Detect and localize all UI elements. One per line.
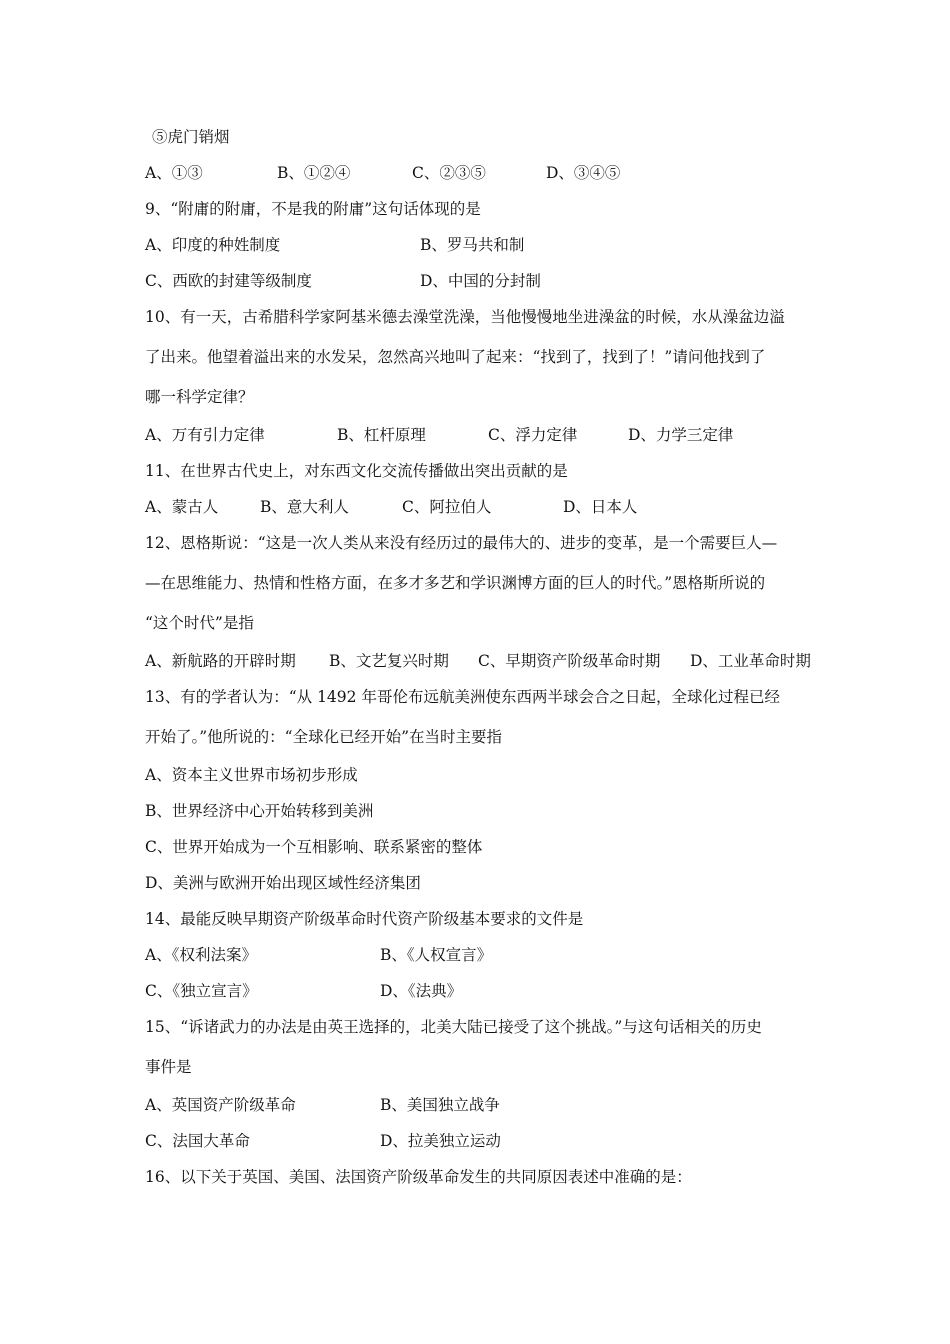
q12-option-a: A、新航路的开辟时期 — [145, 652, 296, 670]
q13-stem-line-1: 13、有的学者认为：“从 1492 年哥伦布远航美洲使东西两半球会合之日起，全球化过程已经 — [145, 688, 780, 706]
q12-option-c: C、早期资产阶级革命时期 — [478, 652, 661, 670]
q8-option-c: C、②③⑤ — [412, 164, 486, 182]
q15-option-a: A、英国资产阶级革命 — [145, 1096, 296, 1114]
q15-stem-line-2: 事件是 — [145, 1058, 192, 1076]
q13-stem-line-2: 开始了。”他所说的：“全球化已经开始”在当时主要指 — [145, 728, 503, 746]
q10-stem-line-3: 哪一科学定律？ — [145, 388, 254, 406]
q12-option-d: D、工业革命时期 — [690, 652, 811, 670]
q11-option-a: A、蒙古人 — [145, 498, 219, 516]
q8-item-5: ⑤虎门销烟 — [152, 128, 230, 146]
q14-option-c: C、《独立宣言》 — [145, 982, 258, 1000]
q13-option-c: C、世界开始成为一个互相影响、联系紧密的整体 — [145, 838, 483, 856]
q9-option-b: B、罗马共和制 — [420, 236, 525, 254]
q15-option-d: D、拉美独立运动 — [380, 1132, 501, 1150]
q11-option-c: C、阿拉伯人 — [402, 498, 492, 516]
q10-stem-line-1: 10、有一天，古希腊科学家阿基米德去澡堂洗澡，当他慢慢地坐进澡盆的时候，水从澡盆边溢 — [145, 308, 785, 326]
q14-stem: 14、最能反映早期资产阶级革命时代资产阶级基本要求的文件是 — [145, 910, 584, 928]
q13-option-a: A、资本主义世界市场初步形成 — [145, 766, 358, 784]
q11-option-d: D、日本人 — [563, 498, 638, 516]
q9-option-a: A、印度的种姓制度 — [145, 236, 281, 254]
q12-stem-line-2: —在思维能力、热情和性格方面，在多才多艺和学识渊博方面的巨人的时代。”恩格斯所说的 — [145, 574, 766, 592]
q14-option-d: D、《法典》 — [380, 982, 463, 1000]
q10-option-b: B、杠杆原理 — [337, 426, 426, 444]
q15-option-b: B、美国独立战争 — [380, 1096, 500, 1114]
q8-option-a: A、①③ — [145, 164, 203, 182]
q15-option-c: C、法国大革命 — [145, 1132, 250, 1150]
q14-option-a: A、《权利法案》 — [145, 946, 257, 964]
q9-stem: 9、“附庸的附庸，不是我的附庸”这句话体现的是 — [145, 200, 481, 218]
q12-stem-line-3: “这个时代”是指 — [145, 614, 254, 632]
q8-option-d: D、③④⑤ — [546, 164, 621, 182]
q13-option-b: B、世界经济中心开始转移到美洲 — [145, 802, 374, 820]
q12-option-b: B、文艺复兴时期 — [329, 652, 449, 670]
q8-option-b: B、①②④ — [277, 164, 351, 182]
q10-option-a: A、万有引力定律 — [145, 426, 265, 444]
q11-stem: 11、在世界古代史上，对东西文化交流传播做出突出贡献的是 — [145, 462, 568, 480]
q10-stem-line-2: 了出来。他望着溢出来的水发呆，忽然高兴地叫了起来：“找到了，找到了！”请问他找到了 — [145, 348, 766, 366]
q16-stem: 16、以下关于英国、美国、法国资产阶级革命发生的共同原因表述中准确的是： — [145, 1168, 692, 1186]
q10-option-d: D、力学三定律 — [628, 426, 734, 444]
q14-option-b: B、《人权宣言》 — [380, 946, 493, 964]
q9-option-c: C、西欧的封建等级制度 — [145, 272, 312, 290]
q10-option-c: C、浮力定律 — [488, 426, 578, 444]
q11-option-b: B、意大利人 — [260, 498, 349, 516]
q9-option-d: D、中国的分封制 — [420, 272, 541, 290]
q13-option-d: D、美洲与欧洲开始出现区域性经济集团 — [145, 874, 421, 892]
q15-stem-line-1: 15、“诉诸武力的办法是由英王选择的，北美大陆已接受了这个挑战。”与这句话相关的历史 — [145, 1018, 762, 1036]
q12-stem-line-1: 12、恩格斯说：“这是一次人类从来没有经历过的最伟大的、进步的变革，是一个需要巨人— — [145, 534, 778, 552]
